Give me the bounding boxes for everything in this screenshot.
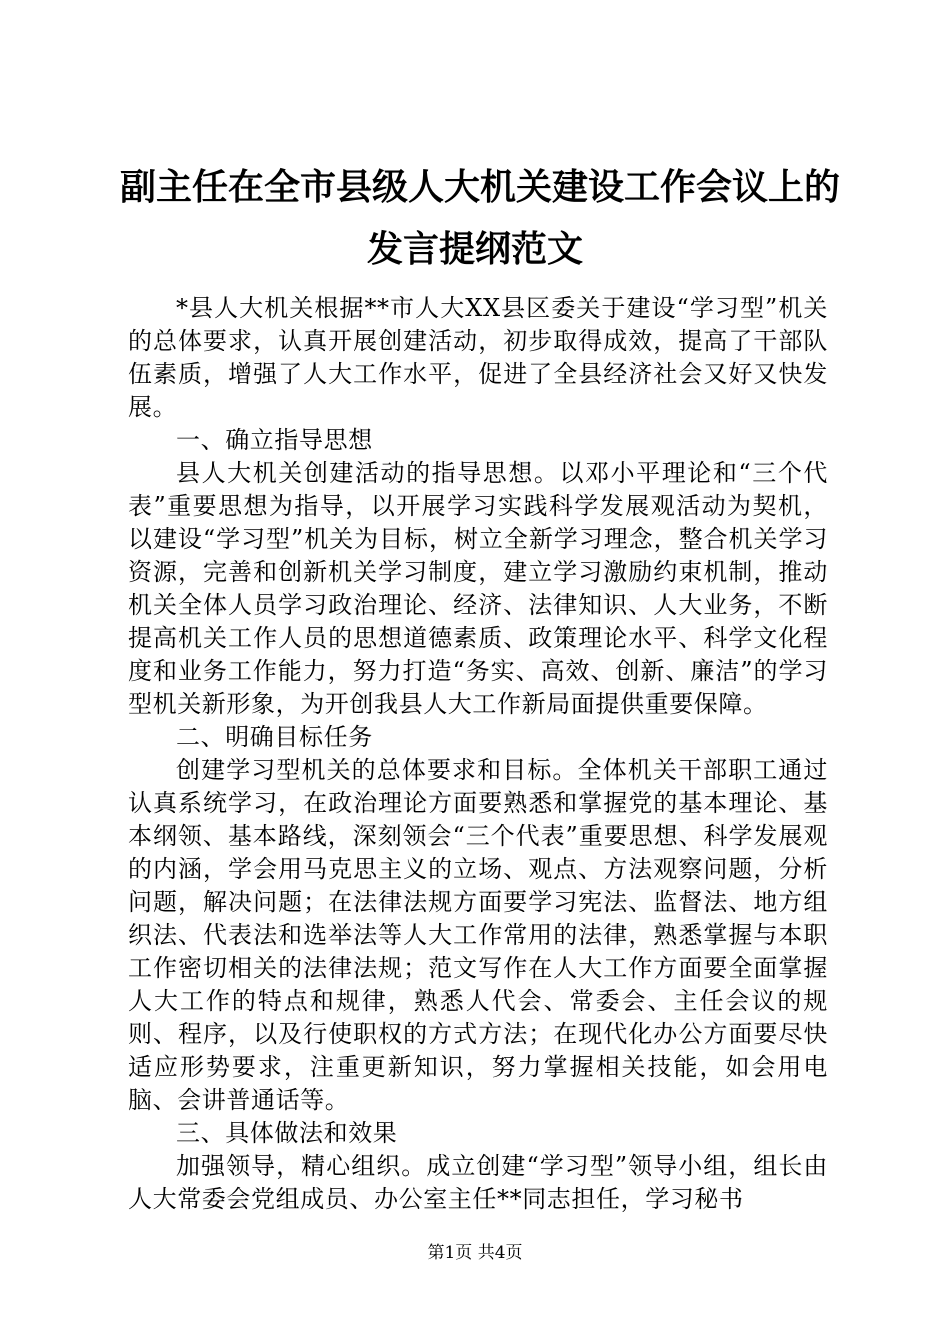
document-title <box>120 156 841 280</box>
paragraph-goals: 创建学习型机关的总体要求和目标。全体机关干部职工通过认真系统学习，在政治理论方面要熟悉和掌握党的基本理论、基本纲领、基本路线，深刻领会“三个代表”重要思想、科学发展观的内涵，学会用马克思主义的立场、观点、方法观察问题，分析问题，解决问题；在法律法规方面要学习宪法、监督法、地方组织法、代表法和选举法等人大工作常用的法律，熟悉掌握与本职工作密切相关的法律法规；范文写作在人大工作方面要全面掌握人大工作的特点和规律，熟悉人代会、常委会、主任会议的规则、程序，以及行使职权的方式方法；在现代化办公方面要尽快适应形势要求，注重更新知识，努力掌握相关技能，如会用电脑、会讲普通话等。 <box>128 756 828 1114</box>
section-heading-3: 三、具体做法和效果 <box>176 1119 398 1147</box>
document-body <box>128 292 828 1216</box>
title-line-1: 副主任在全市县级人大机关建设工作会议上的 <box>120 166 841 208</box>
page-number: 第1页 共4页 <box>427 1243 523 1263</box>
title-line-2: 发言提纲范文 <box>366 228 583 270</box>
paragraph-intro: *县人大机关根据**市人大XX县区委关于建设“学习型”机关的总体要求，认真开展创建活动，初步取得成效，提高了干部队伍素质，增强了人大工作水平，促进了全县经济社会又好又快发展。 <box>128 294 828 421</box>
section-heading-2: 二、明确目标任务 <box>176 723 373 751</box>
section-heading-1: 一、确立指导思想 <box>176 426 373 454</box>
paragraph-practices: 加强领导，精心组织。成立创建“学习型”领导小组，组长由人大常委会党组成员、办公室主任**同志担任，学习秘书 <box>128 1152 828 1213</box>
paragraph-guiding-thought: 县人大机关创建活动的指导思想。以邓小平理论和“三个代表”重要思想为指导，以开展学习实践科学发展观活动为契机，以建设“学习型”机关为目标，树立全新学习理念，整合机关学习资源，完善和创新机关学习制度，建立学习激励约束机制，推动机关全体人员学习政治理论、经济、法律知识、人大业务，不断提高机关工作人员的思想道德素质、政策理论水平、科学文化程度和业务工作能力，努力打造“务实、高效、创新、廉洁”的学习型机关新形象，为开创我县人大工作新局面提供重要保障。 <box>128 459 828 718</box>
